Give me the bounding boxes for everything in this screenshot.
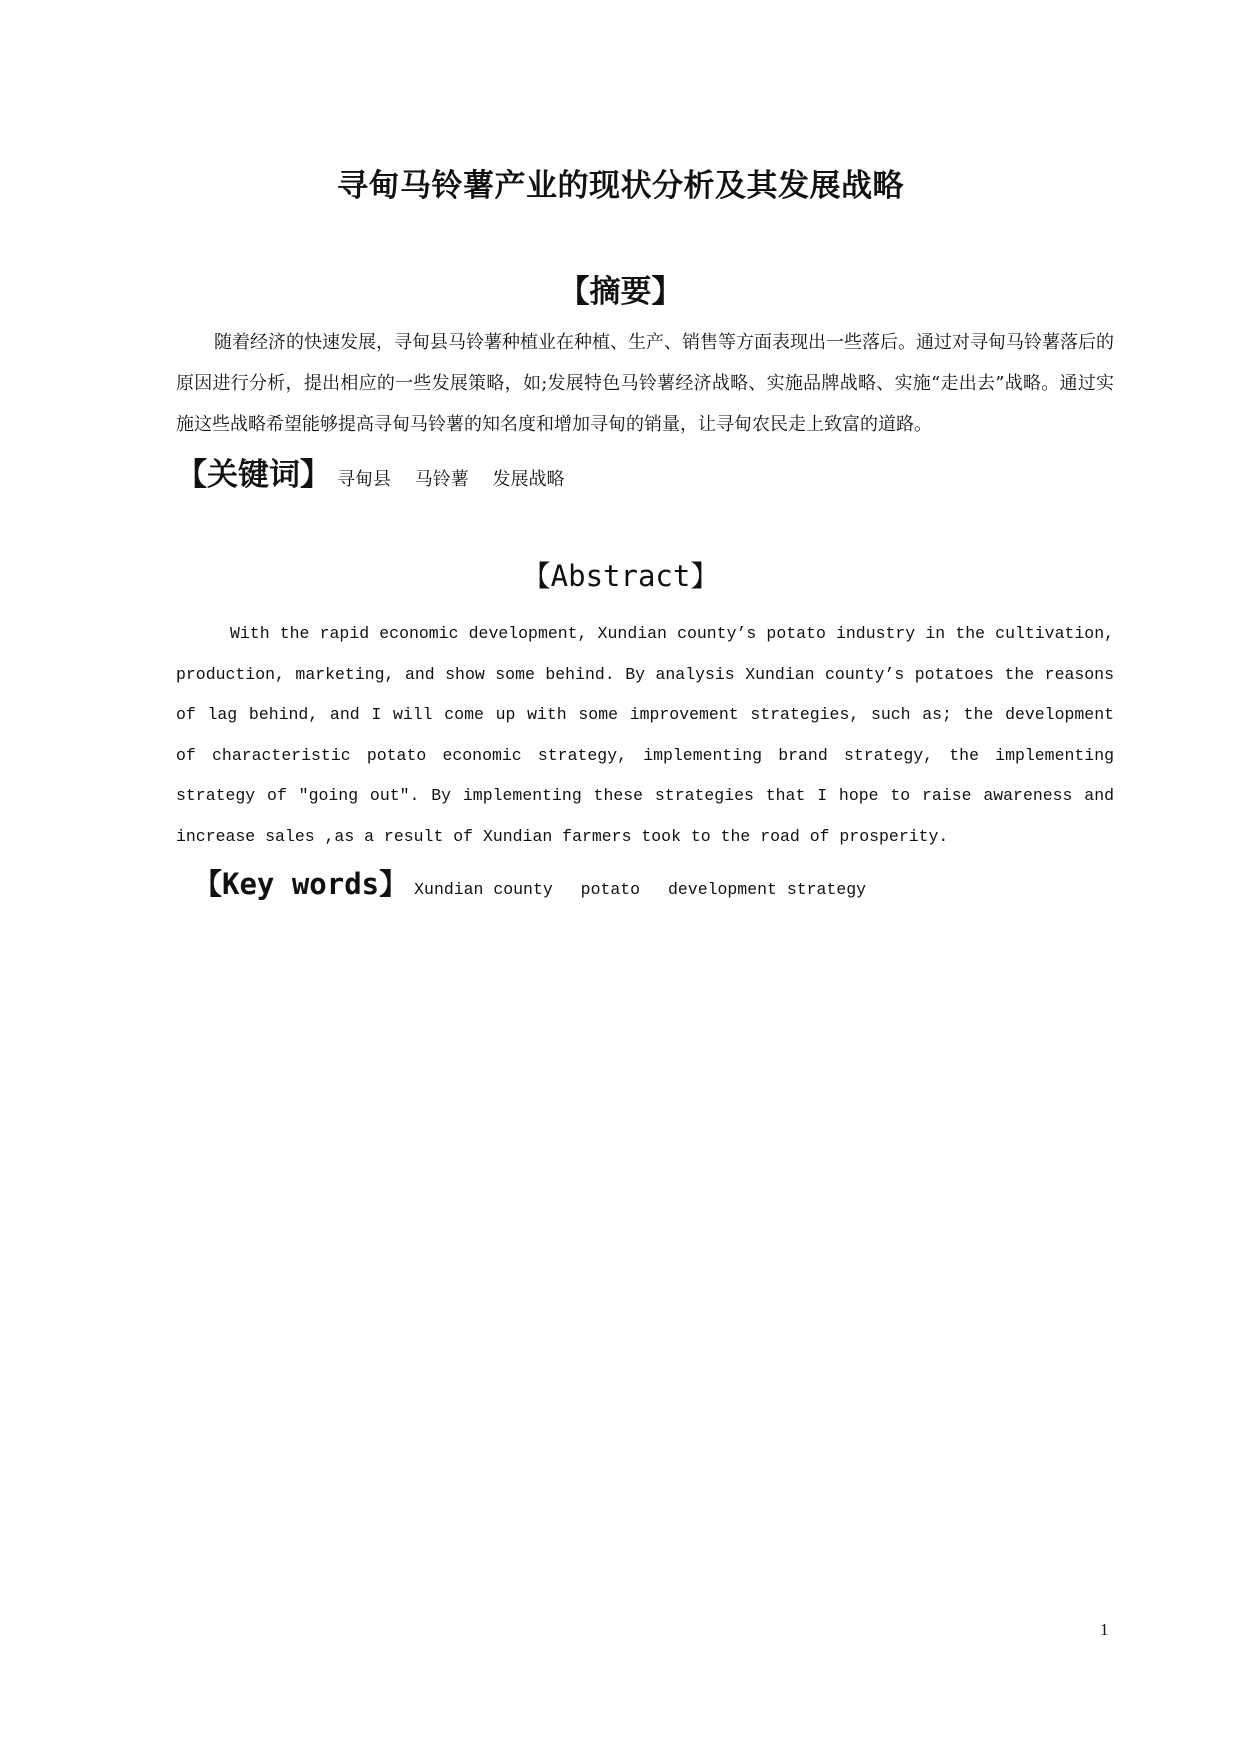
keyword-item: development strategy	[668, 880, 867, 899]
keyword-item: 寻甸县	[337, 469, 391, 490]
chinese-abstract-heading: 【摘要】	[558, 274, 683, 310]
english-keywords-label: 【Key words】	[193, 867, 409, 901]
keyword-item: potato	[580, 880, 641, 899]
chinese-keywords-row	[176, 449, 582, 494]
english-keywords-list	[414, 880, 884, 899]
chinese-keywords-label: 【关键词】	[176, 457, 331, 493]
keyword-item: 发展战略	[492, 469, 565, 490]
keyword-item: 马铃薯	[414, 469, 469, 490]
english-abstract-body: With the rapid economic development, Xundian county’s potato industry in the cultivation, production, marketing, and show some behind. By analysis Xundian county’s potatoes the reasons of lag behind, and I will come up with some improvement strategies, such as; the development of characteristic potato economic strategy, implementing brand strategy, the implementing strategy of "going out". By implementing these strategies that I hope to raise awareness and increase sales ,as a result of Xundian farmers took to the road of prosperity.	[176, 624, 1114, 846]
page-number: 1	[1100, 1620, 1109, 1639]
chinese-keywords-list	[337, 465, 582, 491]
page-title: 寻甸马铃薯产业的现状分析及其发展战略	[337, 168, 904, 204]
keyword-item: Xundian county	[414, 880, 553, 899]
chinese-abstract-body: 随着经济的快速发展，寻甸县马铃薯种植业在种植、生产、销售等方面表现出一些落后。通过对寻甸马铃薯落后的原因进行分析，提出相应的一些发展策略，如;发展特色马铃薯经济战略、实施品牌战略、实施“走出去”战略。通过实施这些战略希望能够提高寻甸马铃薯的知名度和增加寻甸的销量，让寻甸农民走上致富的道路。	[176, 332, 1114, 435]
english-keywords-row	[193, 862, 884, 903]
english-abstract-heading: 【Abstract】	[521, 559, 720, 593]
